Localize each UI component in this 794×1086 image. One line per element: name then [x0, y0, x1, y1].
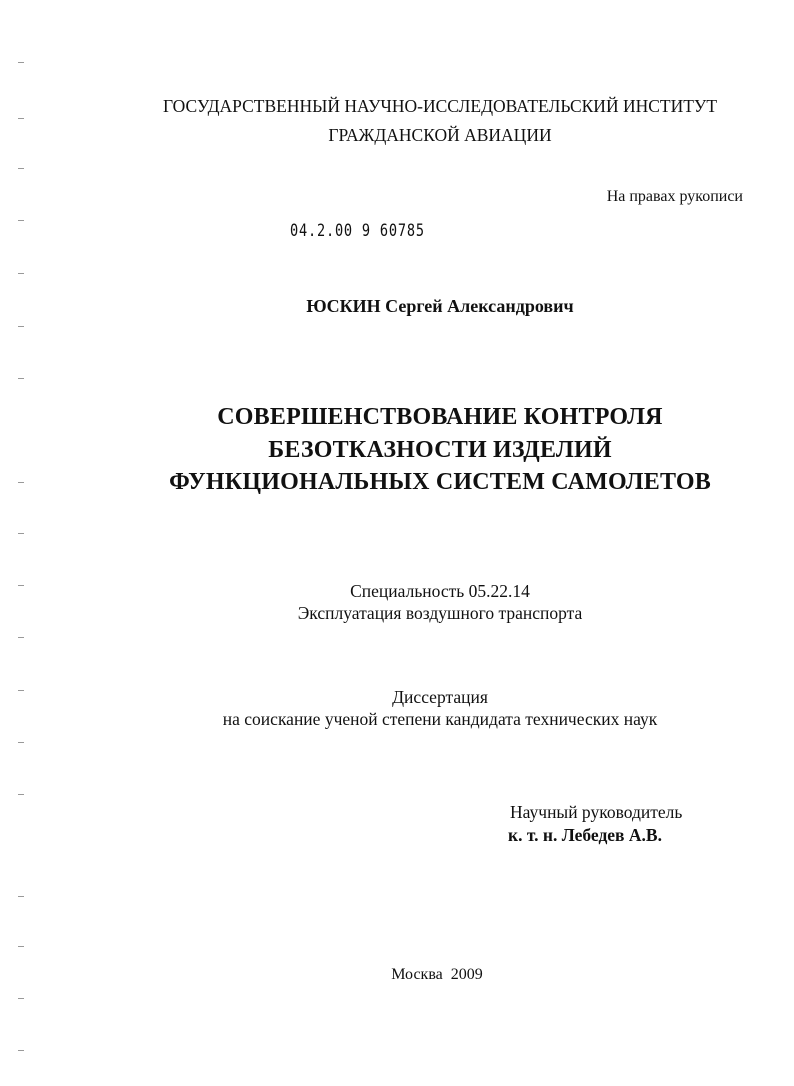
supervisor-name: к. т. н. Лебедев А.В. [508, 825, 662, 845]
margin-mark [18, 998, 24, 999]
dissertation-degree: на соискание ученой степени кандидата технических наук [222, 709, 658, 729]
thesis-title-line1: СОВЕРШЕНСТВОВАНИЕ КОНТРОЛЯ [217, 404, 663, 430]
margin-mark [18, 637, 24, 638]
thesis-title-line2: БЕЗОТКАЗНОСТИ ИЗДЕЛИЙ [268, 437, 612, 463]
thesis-title-line3: ФУНКЦИОНАЛЬНЫХ СИСТЕМ САМОЛЕТОВ [169, 469, 711, 495]
specialty-name: Эксплуатация воздушного транспорта [297, 603, 583, 623]
margin-mark [18, 946, 24, 947]
margin-mark [18, 533, 24, 534]
manuscript-note: На правах рукописи [606, 188, 743, 205]
institute-name-line1: ГОСУДАРСТВЕННЫЙ НАУЧНО-ИССЛЕДОВАТЕЛЬСКИЙ ИНСТИТУТ [162, 96, 718, 116]
institute-name-line2: ГРАЖДАНСКОЙ АВИАЦИИ [328, 125, 552, 145]
specialty-code: Специальность 05.22.14 [350, 581, 530, 601]
margin-mark [18, 168, 24, 169]
supervisor-label: Научный руководитель [510, 802, 683, 822]
place-year: Москва 2009 [391, 966, 483, 983]
margin-mark [18, 118, 24, 119]
dissertation-type: Диссертация [392, 687, 488, 707]
registration-stamp: 04.2.00 9 60785 [290, 221, 425, 241]
margin-mark [18, 326, 24, 327]
margin-mark [18, 62, 24, 63]
margin-mark [18, 273, 24, 274]
margin-mark [18, 1050, 24, 1051]
margin-mark [18, 220, 24, 221]
margin-mark [18, 378, 24, 379]
margin-mark [18, 742, 24, 743]
margin-mark [18, 794, 24, 795]
margin-mark [18, 896, 24, 897]
author-name: ЮСКИН Сергей Александрович [306, 296, 574, 316]
